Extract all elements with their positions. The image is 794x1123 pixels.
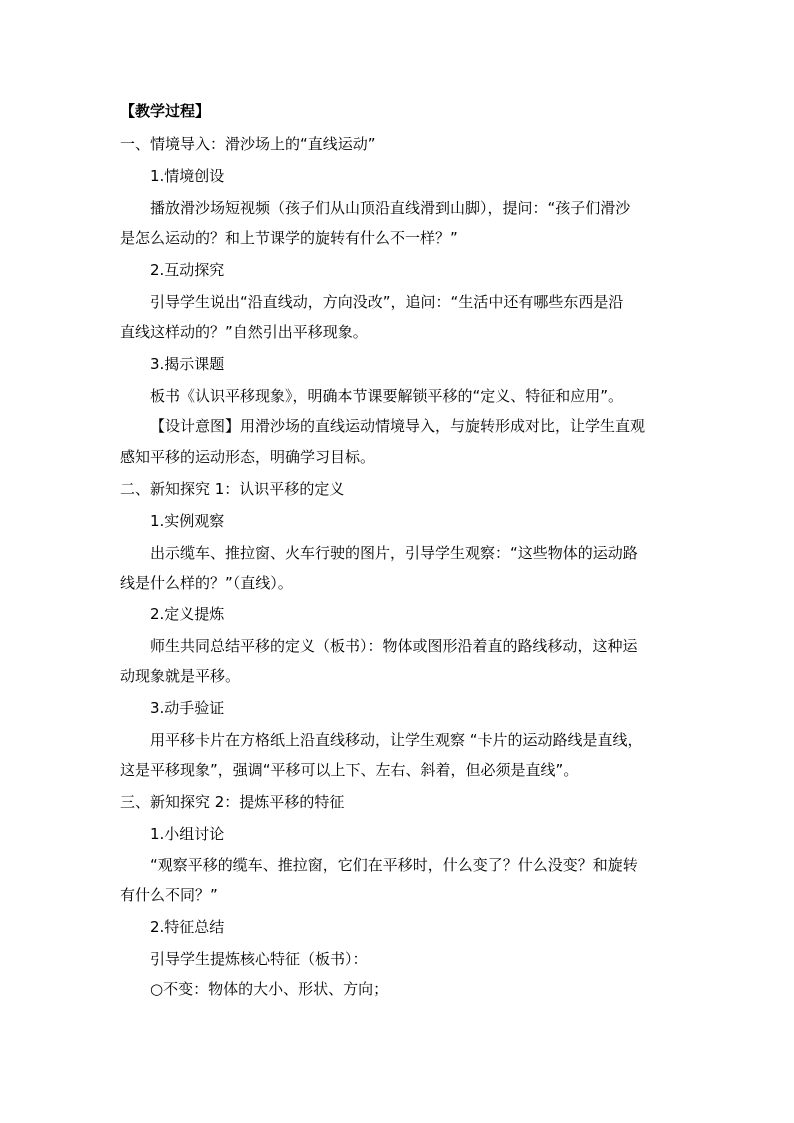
section-1-step-1-text-line-2: 是怎么运动的？和上节课学的旋转有什么不一样？” — [120, 229, 458, 247]
section-2-step-3-title: 3.动手验证 — [150, 699, 225, 717]
section-3-bullet-unchanged: ○不变：物体的大小、形状、方向； — [150, 980, 389, 998]
section-3-title: 三、新知探究 2：提炼平移的特征 — [120, 793, 345, 811]
section-1-step-2-text-line-2: 直线这样动的？”自然引出平移现象。 — [120, 323, 368, 341]
design-intent-line-2: 感知平移的运动形态，明确学习目标。 — [120, 448, 376, 466]
section-3-step-2-title: 2.特征总结 — [150, 918, 225, 936]
section-2-step-1-text-line-2: 线是什么样的？”（直线）。 — [120, 574, 293, 592]
section-1-step-1-text-line-1: 播放滑沙场短视频（孩子们从山顶沿直线滑到山脚），提问：“孩子们滑沙 — [150, 199, 631, 217]
lesson-process-heading: 【教学过程】 — [120, 102, 211, 120]
section-2-step-3-text-line-2: 这是平移现象”，强调“平移可以上下、左右、斜着，但必须是直线”。 — [120, 761, 579, 779]
section-2-title: 二、新知探究 1：认识平移的定义 — [120, 480, 345, 498]
section-3-step-1-text-line-1: “观察平移的缆车、推拉窗，它们在平移时，什么变了？什么没变？和旋转 — [150, 856, 638, 874]
section-2-step-1-title: 1.实例观察 — [150, 512, 225, 530]
section-1-step-2-text-line-1: 引导学生说出“沿直线动，方向没改”，追问：“生活中还有哪些东西是沿 — [150, 293, 624, 311]
section-3-step-2-text-line-1: 引导学生提炼核心特征（板书）： — [150, 950, 368, 968]
section-1-step-3-title: 3.揭示课题 — [150, 355, 225, 373]
section-2-step-2-text-line-2: 动现象就是平移。 — [120, 667, 241, 685]
section-2-step-3-text-line-1: 用平移卡片在方格纸上沿直线移动，让学生观察 “卡片的运动路线是直线， — [150, 731, 643, 749]
section-3-step-1-text-line-2: 有什么不同？” — [120, 886, 218, 904]
design-intent-line-1: 【设计意图】用滑沙场的直线运动情境导入，与旋转形成对比，让学生直观 — [150, 417, 646, 435]
section-3-step-1-title: 1.小组讨论 — [150, 825, 225, 843]
section-2-step-2-title: 2.定义提炼 — [150, 605, 225, 623]
section-1-title: 一、情境导入：滑沙场上的“直线运动” — [120, 135, 376, 153]
section-1-step-1-title: 1.情境创设 — [150, 167, 225, 185]
section-2-step-2-text-line-1: 师生共同总结平移的定义（板书）：物体或图形沿着直的路线移动，这种运 — [150, 637, 638, 655]
section-1-step-3-text-line-1: 板书《认识平移现象》，明确本节课要解锁平移的“定义、特征和应用”。 — [150, 387, 624, 405]
section-1-step-2-title: 2.互动探究 — [150, 261, 225, 279]
section-2-step-1-text-line-1: 出示缆车、推拉窗、火车行驶的图片，引导学生观察：“这些物体的运动路 — [150, 544, 638, 562]
